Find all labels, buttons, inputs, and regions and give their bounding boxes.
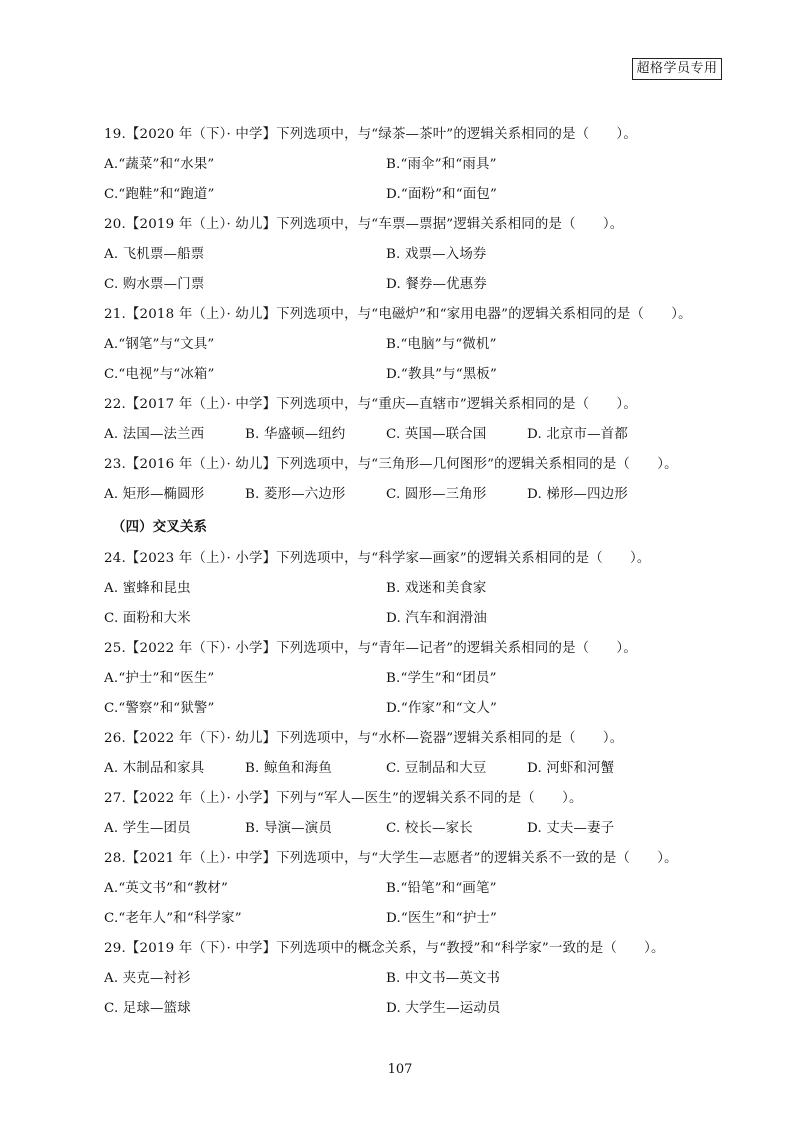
question-28-options-row-2	[104, 904, 704, 934]
question-19-option-b: B.“雨伞”和“雨具”	[386, 157, 497, 172]
question-27-option-b: B. 导演—演员	[245, 821, 332, 836]
question-27-option-a: A. 学生—团员	[104, 821, 191, 836]
question-21-option-b: B.“电脑”与“微机”	[386, 337, 497, 352]
question-26-options-row	[104, 754, 704, 784]
question-29-option-a: A. 夹克—衬衫	[104, 971, 191, 986]
question-29-option-c: C. 足球—篮球	[104, 1001, 191, 1016]
question-21-options-row-2	[104, 360, 704, 390]
question-22-option-c: C. 英国—联合国	[386, 427, 487, 442]
question-26-option-c: C. 豆制品和大豆	[386, 761, 487, 776]
question-23-option-c: C. 圆形—三角形	[386, 487, 487, 502]
question-22-option-d: D. 北京市—首都	[527, 427, 628, 442]
question-25-options-row-2	[104, 694, 704, 724]
question-26-option-a: A. 木制品和家具	[104, 761, 205, 776]
question-23-stem: 23.【2016 年（上）· 幼儿】下列选项中，与“三角形—几何图形”的逻辑关系相同的是（ ）。	[104, 457, 678, 472]
question-28-option-d: D.“医生”和“护士”	[386, 911, 498, 926]
question-19-option-d: D.“面粉”和“面包”	[386, 187, 498, 202]
question-26-stem: 26.【2022 年（下）· 幼儿】下列选项中，与“水杯—瓷器”逻辑关系相同的是（ ）。	[104, 731, 624, 746]
question-25-option-a: A.“护士”和“医生”	[104, 671, 215, 686]
question-19-options-row-2	[104, 180, 704, 210]
members-only-badge: 超格学员专用	[632, 58, 722, 80]
question-23-options-row	[104, 480, 704, 510]
question-20-options-row-1	[104, 240, 704, 270]
question-27-options-row	[104, 814, 704, 844]
question-22-option-b: B. 华盛顿—纽约	[245, 427, 346, 442]
question-28-options-row-1	[104, 874, 704, 904]
question-19-option-c: C.“跑鞋”和“跑道”	[104, 187, 215, 202]
question-26-option-d: D. 河虾和河蟹	[527, 761, 615, 776]
question-28-option-a: A.“英文书”和“教材”	[104, 881, 229, 896]
question-21-option-a: A.“钢笔”与“文具”	[104, 337, 215, 352]
question-25-stem: 25.【2022 年（下）· 小学】下列选项中，与“青年—记者”的逻辑关系相同的是（ ）。	[104, 641, 637, 656]
question-29-option-b: B. 中文书—英文书	[386, 971, 501, 986]
question-list	[104, 120, 704, 1024]
question-24-options-row-2	[104, 604, 704, 634]
question-27-stem: 27.【2022 年（上）· 小学】下列与“军人—医生”的逻辑关系不同的是（ ）。	[104, 791, 583, 806]
question-21-option-d: D.“教具”与“黑板”	[386, 367, 498, 382]
question-24-stem: 24.【2023 年（上）· 小学】下列选项中，与“科学家—画家”的逻辑关系相同的是（ ）。	[104, 551, 651, 566]
question-23-option-a: A. 矩形—椭圆形	[104, 487, 205, 502]
section-heading: （四）交叉关系	[112, 519, 208, 535]
question-20-options-row-2	[104, 270, 704, 300]
question-20-option-d: D. 餐券—优惠券	[386, 277, 487, 292]
question-20-option-a: A. 飞机票—船票	[104, 247, 205, 262]
question-22-options-row	[104, 420, 704, 450]
question-27-option-d: D. 丈夫—妻子	[527, 821, 615, 836]
question-20-stem: 20.【2019 年（上）· 幼儿】下列选项中，与“车票—票据”逻辑关系相同的是（ ）。	[104, 217, 624, 232]
question-24-option-d: D. 汽车和润滑油	[386, 611, 487, 626]
question-21-options-row-1	[104, 330, 704, 360]
question-19-option-a: A.“蔬菜”和“水果”	[104, 157, 215, 172]
question-29-stem: 29.【2019 年（下）· 中学】下列选项中的概念关系，与“教授”和“科学家”一致的是（ ）。	[104, 941, 665, 956]
question-27-option-c: C. 校长—家长	[386, 821, 473, 836]
question-21-option-c: C.“电视”与“冰箱”	[104, 367, 215, 382]
question-19-options-row-1	[104, 150, 704, 180]
question-28-option-b: B.“铅笔”和“画笔”	[386, 881, 497, 896]
question-24-option-a: A. 蜜蜂和昆虫	[104, 581, 191, 596]
question-23-option-b: B. 菱形—六边形	[245, 487, 346, 502]
question-25-option-c: C.“警察”和“狱警”	[104, 701, 215, 716]
question-22-option-a: A. 法国—法兰西	[104, 427, 205, 442]
question-20-option-b: B. 戏票—入场券	[386, 247, 487, 262]
question-26-option-b: B. 鲸鱼和海鱼	[245, 761, 332, 776]
question-24-option-c: C. 面粉和大米	[104, 611, 191, 626]
page-number: 107	[387, 1062, 413, 1077]
question-22-stem: 22.【2017 年（上）· 中学】下列选项中，与“重庆—直辖市”逻辑关系相同的是（ ）。	[104, 397, 637, 412]
question-29-options-row-1	[104, 964, 704, 994]
question-28-stem: 28.【2021 年（上）· 中学】下列选项中，与“大学生—志愿者”的逻辑关系不一致的是（ ）。	[104, 851, 678, 866]
question-29-option-d: D. 大学生—运动员	[386, 1001, 501, 1016]
question-20-option-c: C. 购水票—门票	[104, 277, 205, 292]
question-25-options-row-1	[104, 664, 704, 694]
question-24-options-row-1	[104, 574, 704, 604]
question-24-option-b: B. 戏迷和美食家	[386, 581, 487, 596]
question-19-stem: 19.【2020 年（下）· 中学】下列选项中，与“绿茶—茶叶”的逻辑关系相同的是（ ）。	[104, 127, 637, 142]
question-21-stem: 21.【2018 年（上）· 幼儿】下列选项中，与“电磁炉”和“家用电器”的逻辑关系相同的是（ ）。	[104, 307, 692, 322]
question-29-options-row-2	[104, 994, 704, 1024]
question-28-option-c: C.“老年人”和“科学家”	[104, 911, 242, 926]
question-23-option-d: D. 梯形—四边形	[527, 487, 628, 502]
question-25-option-b: B.“学生”和“团员”	[386, 671, 497, 686]
question-25-option-d: D.“作家”和“文人”	[386, 701, 498, 716]
